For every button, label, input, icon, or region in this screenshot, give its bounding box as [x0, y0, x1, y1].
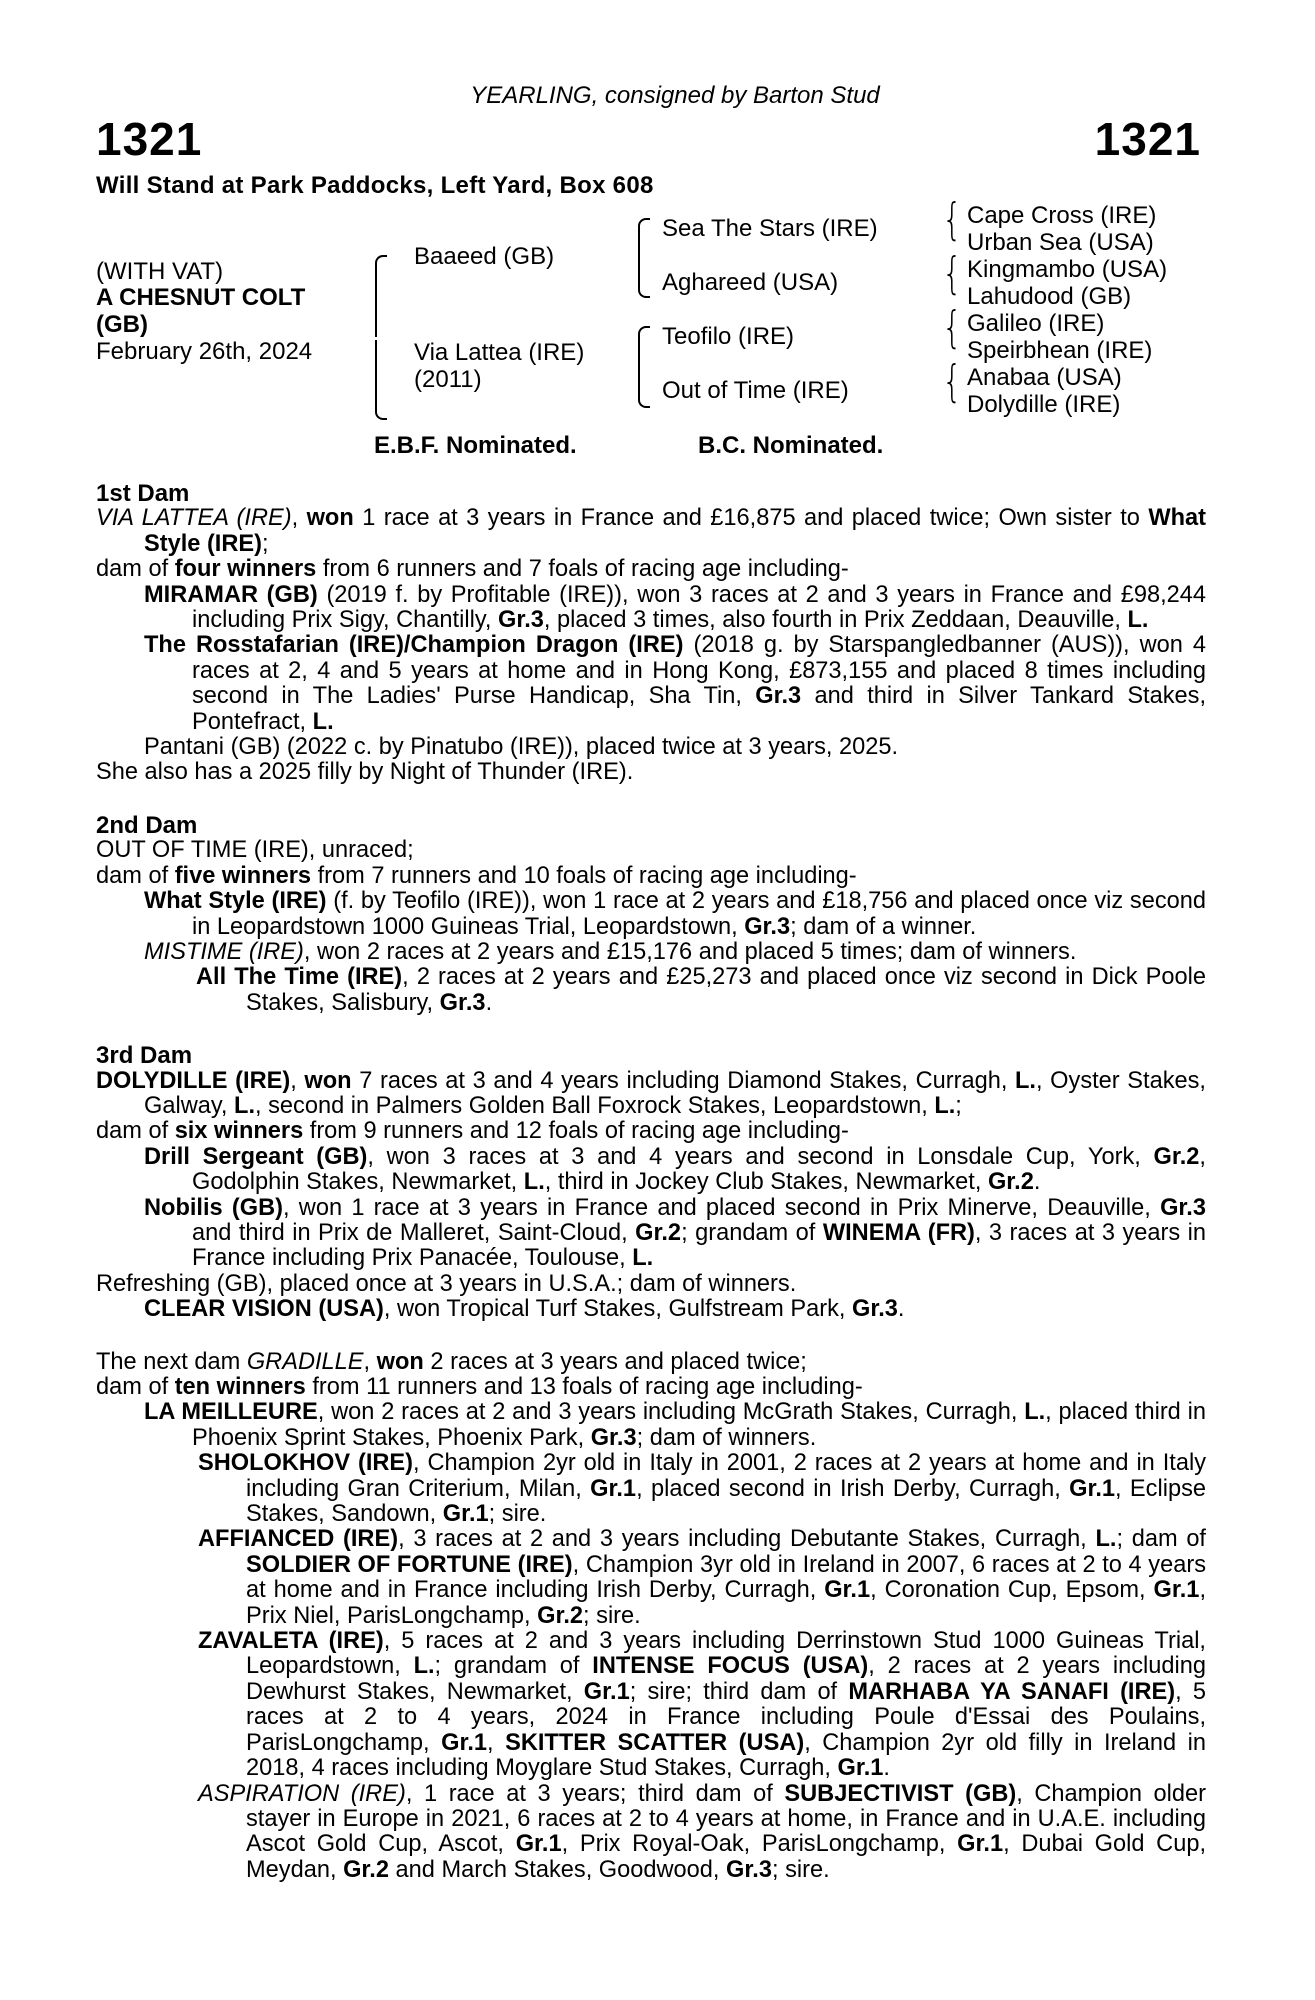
produce-what-style: What Style (IRE) (f. by Teofilo (IRE)), won 1 race at 2 years and £18,756 and placed once viz second in Leopardstown 1000 Guineas Trial, Leopardstown, Gr.3; dam of a winner. — [144, 888, 1206, 940]
produce-la-meilleure: LA MEILLEURE, won 2 races at 2 and 3 years including McGrath Stakes, Curragh, L., placed third in Phoenix Sprint Stakes, Phoenix Park, Gr.3; dam of winners. — [144, 1399, 1206, 1451]
curly-brace-3: { — [942, 302, 962, 353]
g3-2: Urban Sea (USA) — [967, 229, 1154, 256]
g3-5: Galileo (IRE) — [967, 310, 1105, 337]
produce-sholokhov: SHOLOKHOV (IRE), Champion 2yr old in Italy in 2001, 2 races at 2 years at home and in Italy including Gran Criterium, Milan, Gr.1, placed second in Irish Derby, Curragh, Gr.1, Eclipse Stakes, Sandown, Gr.1; sire. — [198, 1450, 1206, 1528]
produce-refreshing: Refreshing (GB), placed once at 3 years in U.S.A.; dam of winners. — [96, 1270, 797, 1297]
next-dam-summary: The next dam GRADILLE, won 2 races at 3 years and placed twice; — [96, 1348, 807, 1375]
bc-nominated: B.C. Nominated. — [698, 432, 884, 459]
sire-brace-upper — [638, 218, 650, 256]
g3-7: Anabaa (USA) — [967, 364, 1122, 391]
third-dam-heading: 3rd Dam — [96, 1042, 193, 1070]
produce-rosstafarian: The Rosstafarian (IRE)/Champion Dragon (IRE) (2018 g. by Starspangledbanner (AUS)), won 4 races at 2, 4 and 5 years at home and in Hong Kong, £873,155 and placed 8 times including second in The Ladies' Purse Handicap, Sha Tin, Gr.3 and third in Silver Tankard Stakes, Pontefract, L. — [144, 632, 1207, 735]
g3-6: Speirbhean (IRE) — [967, 337, 1153, 364]
produce-pantani: Pantani (GB) (2022 c. by Pinatubo (IRE)), placed twice at 3 years, 2025. — [144, 734, 899, 761]
vat-note: (WITH VAT) — [96, 258, 224, 285]
sire-dam: Aghareed (USA) — [662, 269, 839, 296]
produce-zavaleta: ZAVALETA (IRE), 5 races at 2 and 3 years including Derrinstown Stud 1000 Guineas Trial, Leopardstown, L.; grandam of INTENSE FOCUS (USA), 2 races at 2 years including Dewhurst Stakes, Newmarket, Gr.1; sire; third dam of MARHABA YA SANAFI (IRE), 5 races at 2 to 4 years, 2024 in France including Poule d'Essai des Poulains, ParisLongchamp, Gr.1, SKITTER SCATTER (USA), Champion 2yr old filly in Ireland in 2018, 4 races including Moyglare Stud Stakes, Curragh, Gr.1. — [198, 1628, 1206, 1782]
third-dam-summary: DOLYDILLE (IRE), won 7 races at 3 and 4 years including Diamond Stakes, Curragh, L., Oyster Stakes, Galway, L., second in Palmers Golden Ball Foxrock Stakes, Leopardstown, L.; — [96, 1067, 1206, 1119]
horse-name-country: (GB) — [96, 311, 148, 338]
g3-4: Lahudood (GB) — [967, 283, 1132, 310]
sire-brace-lower — [638, 256, 650, 298]
second-dam-heading: 2nd Dam — [96, 811, 198, 839]
foaling-date: February 26th, 2024 — [96, 338, 313, 365]
horse-name: A CHESNUT COLT — [96, 284, 306, 311]
third-dam-produce: dam of six winners from 9 runners and 12 foals of racing age including- — [96, 1118, 849, 1145]
first-dam-heading: 1st Dam — [96, 480, 190, 507]
produce-aspiration: ASPIRATION (IRE), 1 race at 3 years; third dam of SUBJECTIVIST (GB), Champion older stayer in Europe in 2021, 6 races at 2 to 4 years at home, in France and in U.A.E. including Ascot Gold Cup, Ascot, Gr.1, Prix Royal-Oak, ParisLongchamp, Gr.1, Dubai Gold Cup, Meydan, Gr.2 and March Stakes, Goodwood, Gr.3; sire. — [198, 1780, 1207, 1883]
dam-dam: Out of Time (IRE) — [662, 377, 849, 404]
first-dam-also-has: She also has a 2025 filly by Night of Thunder (IRE). — [96, 759, 634, 786]
catalogue-body — [96, 481, 1206, 1883]
sire-sire: Sea The Stars (IRE) — [662, 215, 878, 242]
second-dam-produce: dam of five winners from 7 runners and 10 foals of racing age including- — [96, 862, 857, 889]
dam-sire: Teofilo (IRE) — [662, 323, 795, 350]
first-dam-produce: dam of four winners from 6 runners and 7 foals of racing age including- — [96, 556, 849, 583]
produce-nobilis: Nobilis (GB), won 1 race at 3 years in France and placed second in Prix Minerve, Deauville, Gr.3 and third in Prix de Malleret, Saint-Cloud, Gr.2; grandam of WINEMA (FR), 3 races at 3 years in France including Prix Panacée, Toulouse, L. — [144, 1194, 1206, 1272]
ebf-nominated: E.B.F. Nominated. — [374, 432, 577, 459]
curly-brace-2: { — [942, 248, 962, 299]
produce-clear-vision: CLEAR VISION (USA), won Tropical Turf Stakes, Gulfstream Park, Gr.3. — [144, 1296, 905, 1323]
g3-1: Cape Cross (IRE) — [967, 202, 1157, 229]
dam-name: Via Lattea (IRE) — [414, 339, 585, 366]
lot-number-right: 1321 — [1094, 113, 1201, 165]
next-dam-produce: dam of ten winners from 11 runners and 13 foals of racing age including- — [96, 1374, 863, 1400]
pedigree-brace-lower — [375, 340, 387, 420]
first-dam-summary: VIA LATTEA (IRE), won 1 race at 3 years in France and £16,875 and placed twice; Own sister to What Style (IRE); — [96, 505, 1206, 557]
sire-name: Baaeed (GB) — [414, 243, 555, 270]
second-dam-summary: OUT OF TIME (IRE), unraced; — [96, 837, 414, 864]
curly-brace-4: { — [942, 356, 962, 407]
stabling-location: Will Stand at Park Paddocks, Left Yard, Box 608 — [96, 172, 654, 199]
produce-drill-sergeant: Drill Sergeant (GB), won 3 races at 3 and 4 years and second in Lonsdale Cup, York, Gr.2, Godolphin Stakes, Newmarket, L., third in Jockey Club Stakes, Newmarket, Gr.2. — [144, 1143, 1206, 1196]
g3-3: Kingmambo (USA) — [967, 256, 1168, 283]
curly-brace-1: { — [942, 194, 962, 245]
produce-affianced: AFFIANCED (IRE), 3 races at 2 and 3 years including Debutante Stakes, Curragh, L.; dam of SOLDIER OF FORTUNE (IRE), Champion 3yr old in Ireland in 2007, 6 races at 2 to 4 years at home and in France including Irish Derby, Curragh, Gr.1, Coronation Cup, Epsom, Gr.1, Prix Niel, ParisLongchamp, Gr.2; sire. — [198, 1526, 1206, 1629]
consignment-line: YEARLING, consigned by Barton Stud — [470, 82, 880, 109]
produce-miramar: MIRAMAR (GB) (2019 f. by Profitable (IRE)), won 3 races at 2 and 3 years in France and £98,244 including Prix Sigy, Chantilly, Gr.3, placed 3 times, also fourth in Prix Zeddaan, Deauville, L. — [144, 581, 1206, 634]
dam-brace-upper — [638, 326, 650, 364]
lot-number-left: 1321 — [96, 113, 203, 165]
g3-8: Dolydille (IRE) — [967, 391, 1121, 418]
dam-foaling-year: (2011) — [414, 366, 482, 393]
dam-brace-lower — [638, 364, 650, 408]
produce-mistime: MISTIME (IRE), won 2 races at 2 years and £15,176 and placed 5 times; dam of winners. — [144, 938, 1077, 965]
pedigree-brace-upper — [375, 255, 387, 337]
produce-all-the-time: All The Time (IRE), 2 races at 2 years and £25,273 and placed once viz second in Dick Poole Stakes, Salisbury, Gr.3. — [196, 964, 1206, 1016]
